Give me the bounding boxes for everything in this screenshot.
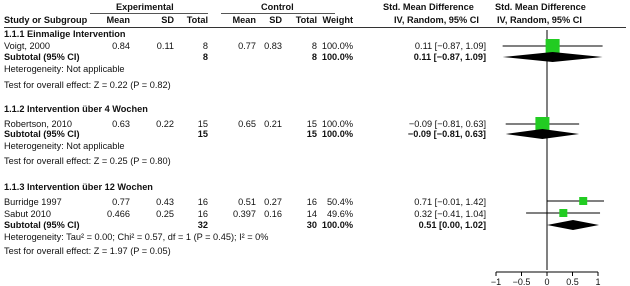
overall-effect-text: Test for overall effect: Z = 1.97 (P = 0.05) (4, 246, 171, 256)
exp-mean: 0.63 (112, 119, 130, 129)
ctl-total: 14 (306, 209, 317, 219)
study-ci-text: 0.71 [−0.01, 1.42] (414, 197, 486, 207)
subtotal-label: Subtotal (95% CI) (4, 129, 80, 139)
summary-diamond (503, 52, 603, 62)
ctl-mean: 0.65 (238, 119, 256, 129)
overall-effect-text: Test for overall effect: Z = 0.25 (P = 0.80) (4, 156, 171, 166)
overall-effect-text: Test for overall effect: Z = 0.22 (P = 0.82) (4, 80, 171, 90)
x-tick-label: −0.5 (512, 277, 531, 286)
x-tick-label: −1 (490, 277, 502, 286)
study-name: Robertson, 2010 (4, 119, 72, 129)
study-name: Voigt, 2000 (4, 41, 50, 51)
ctl-total: 16 (306, 197, 317, 207)
study-marker (535, 117, 549, 131)
subtotal-ci-text: 0.51 [0.00, 1.02] (418, 220, 486, 230)
subtotal-ctl-total: 8 (311, 52, 317, 62)
study-ci-text: 0.11 [−0.87, 1.09] (414, 41, 486, 51)
subtotal-label: Subtotal (95% CI) (4, 52, 80, 62)
study-marker (559, 209, 567, 217)
header-method-plot: IV, Random, 95% CI (497, 15, 582, 25)
exp-sd: 0.22 (156, 119, 174, 129)
study-weight: 100.0% (321, 119, 353, 129)
exp-mean: 0.84 (112, 41, 130, 51)
subgroup-title: 1.1.1 Einmalige Intervention (4, 29, 126, 39)
x-tick-label: 0 (544, 277, 550, 286)
subtotal-exp-total: 32 (197, 220, 208, 230)
subgroup-title: 1.1.2 Intervention über 4 Wochen (4, 104, 148, 114)
heterogeneity-text: Heterogeneity: Not applicable (4, 64, 125, 74)
study-marker (546, 39, 560, 53)
study-weight: 49.6% (326, 209, 353, 219)
heterogeneity-text: Heterogeneity: Not applicable (4, 141, 125, 151)
subtotal-weight: 100.0% (321, 129, 353, 139)
exp-sd: 0.25 (156, 209, 174, 219)
ctl-total: 15 (306, 119, 317, 129)
header-ctl-total: Total (295, 15, 317, 25)
exp-total: 8 (202, 41, 208, 51)
exp-sd: 0.11 (156, 41, 174, 51)
subtotal-ci-text: 0.11 [−0.87, 1.09] (413, 52, 486, 62)
header-experimental: Experimental (116, 2, 174, 12)
study-marker (579, 197, 587, 205)
ctl-sd: 0.27 (264, 197, 282, 207)
study-name: Burridge 1997 (4, 197, 62, 207)
subtotal-ctl-total: 15 (306, 129, 317, 139)
header-exp-sd: SD (161, 15, 174, 25)
ctl-mean: 0.397 (233, 209, 256, 219)
ctl-sd: 0.16 (264, 209, 282, 219)
header-weight: Weight (322, 15, 353, 25)
header-exp-mean: Mean (106, 15, 130, 25)
exp-total: 16 (197, 209, 208, 219)
exp-total: 16 (197, 197, 208, 207)
subtotal-exp-total: 15 (197, 129, 208, 139)
ctl-mean: 0.77 (238, 41, 256, 51)
exp-sd: 0.43 (156, 197, 174, 207)
subtotal-weight: 100.0% (321, 220, 353, 230)
header-ctl-sd: SD (269, 15, 282, 25)
subtotal-exp-total: 8 (202, 52, 208, 62)
ctl-sd: 0.83 (264, 41, 282, 51)
header-smd-plot: Std. Mean Difference (495, 2, 586, 12)
subtotal-weight: 100.0% (321, 52, 353, 62)
ctl-sd: 0.21 (264, 119, 282, 129)
study-weight: 100.0% (321, 41, 353, 51)
ctl-total: 8 (311, 41, 317, 51)
header-smd-table: Std. Mean Difference (383, 2, 474, 12)
study-weight: 50.4% (326, 197, 353, 207)
summary-diamond (506, 129, 579, 139)
header-ctl-mean: Mean (232, 15, 256, 25)
study-name: Sabut 2010 (4, 209, 52, 219)
x-tick-label: 1 (595, 277, 601, 286)
exp-mean: 0.466 (107, 209, 130, 219)
header-exp-total: Total (186, 15, 208, 25)
header-method-table: IV, Random, 95% CI (394, 15, 479, 25)
study-ci-text: 0.32 [−0.41, 1.04] (414, 209, 486, 219)
header-study-or-subgroup: Study or Subgroup (4, 15, 88, 25)
exp-total: 15 (197, 119, 208, 129)
header-control: Control (261, 2, 294, 12)
ctl-mean: 0.51 (238, 197, 256, 207)
study-ci-text: −0.09 [−0.81, 0.63] (408, 119, 486, 129)
subtotal-label: Subtotal (95% CI) (4, 220, 80, 230)
heterogeneity-text: Heterogeneity: Tau² = 0.00; Chi² = 0.57, df = 1 (P = 0.45); I² = 0% (4, 232, 269, 242)
subtotal-ctl-total: 30 (306, 220, 317, 230)
subtotal-ci-text: −0.09 [−0.81, 0.63] (407, 129, 486, 139)
exp-mean: 0.77 (112, 197, 130, 207)
x-tick-label: 0.5 (566, 277, 579, 286)
subgroup-title: 1.1.3 Intervention über 12 Wochen (4, 182, 153, 192)
summary-diamond (547, 220, 599, 230)
